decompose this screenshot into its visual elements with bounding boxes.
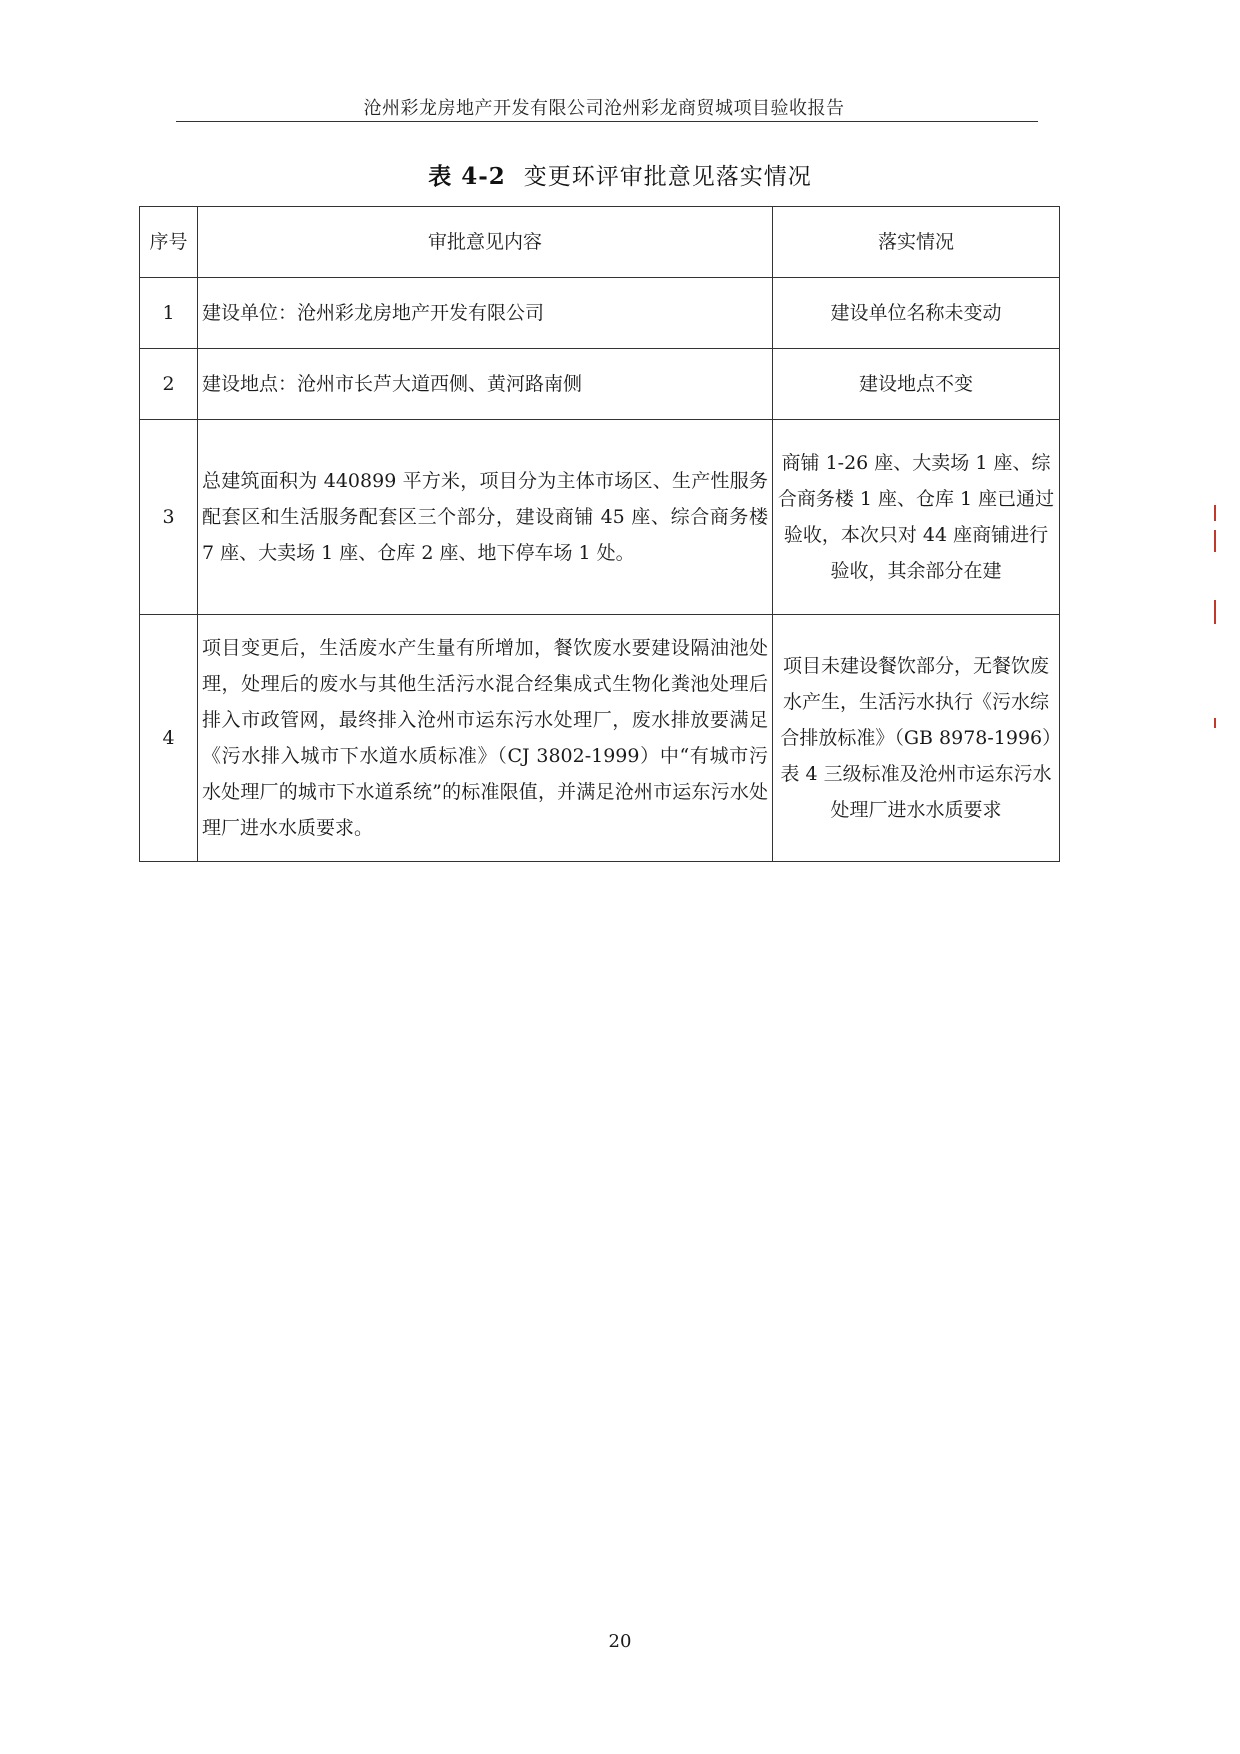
page-number: 20 — [608, 1631, 632, 1652]
row-status: 建设单位名称未变动 — [773, 278, 1060, 349]
row-content: 总建筑面积为 440899 平方米，项目分为主体市场区、生产性服务配套区和生活服务配套区三个部分，建设商铺 45 座、综合商务楼 7 座、大卖场 1 座、仓库 2 座、地下停车场 1 处。 — [198, 420, 773, 615]
row-status: 项目未建设餐饮部分，无餐饮废水产生，生活污水执行《污水综合排放标准》（GB 8978-1996）表 4 三级标准及沧州市运东污水处理厂进水水质要求 — [773, 615, 1060, 862]
table-caption — [0, 158, 1240, 191]
row-seq: 4 — [140, 615, 198, 862]
header-rule — [176, 121, 1038, 122]
row-seq: 3 — [140, 420, 198, 615]
row-seq: 1 — [140, 278, 198, 349]
row-seq: 2 — [140, 349, 198, 420]
row-status: 商铺 1-26 座、大卖场 1 座、综合商务楼 1 座、仓库 1 座已通过验收，本次只对 44 座商铺进行验收，其余部分在建 — [773, 420, 1060, 615]
row-content: 建设单位：沧州彩龙房地产开发有限公司 — [198, 278, 773, 349]
table-row — [140, 615, 1060, 862]
row-status: 建设地点不变 — [773, 349, 1060, 420]
header-content: 审批意见内容 — [198, 207, 773, 278]
scan-mark — [1214, 600, 1216, 624]
table-number: 表 4-2 — [428, 163, 506, 190]
table-title: 变更环评审批意见落实情况 — [523, 164, 812, 190]
table-row — [140, 349, 1060, 420]
scan-mark — [1214, 505, 1216, 521]
header-status: 落实情况 — [773, 207, 1060, 278]
header-seq: 序号 — [140, 207, 198, 278]
row-content: 项目变更后，生活废水产生量有所增加，餐饮废水要建设隔油池处理，处理后的废水与其他生活污水混合经集成式生物化粪池处理后排入市政管网，最终排入沧州市运东污水处理厂，废水排放要满足《污水排入城市下水道水质标准》（CJ 3802-1999）中“有城市污水处理厂的城市下水道系统”的标准限值，并满足沧州市运东污水处理厂进水水质要求。 — [198, 615, 773, 862]
approval-opinion-table — [139, 206, 1060, 862]
running-header: 沧州彩龙房地产开发有限公司沧州彩龙商贸城项目验收报告 — [363, 98, 845, 119]
table-row — [140, 278, 1060, 349]
scan-mark — [1214, 530, 1216, 552]
table-row — [140, 420, 1060, 615]
scan-mark — [1214, 718, 1216, 728]
table-header-row — [140, 207, 1060, 278]
row-content: 建设地点：沧州市长芦大道西侧、黄河路南侧 — [198, 349, 773, 420]
